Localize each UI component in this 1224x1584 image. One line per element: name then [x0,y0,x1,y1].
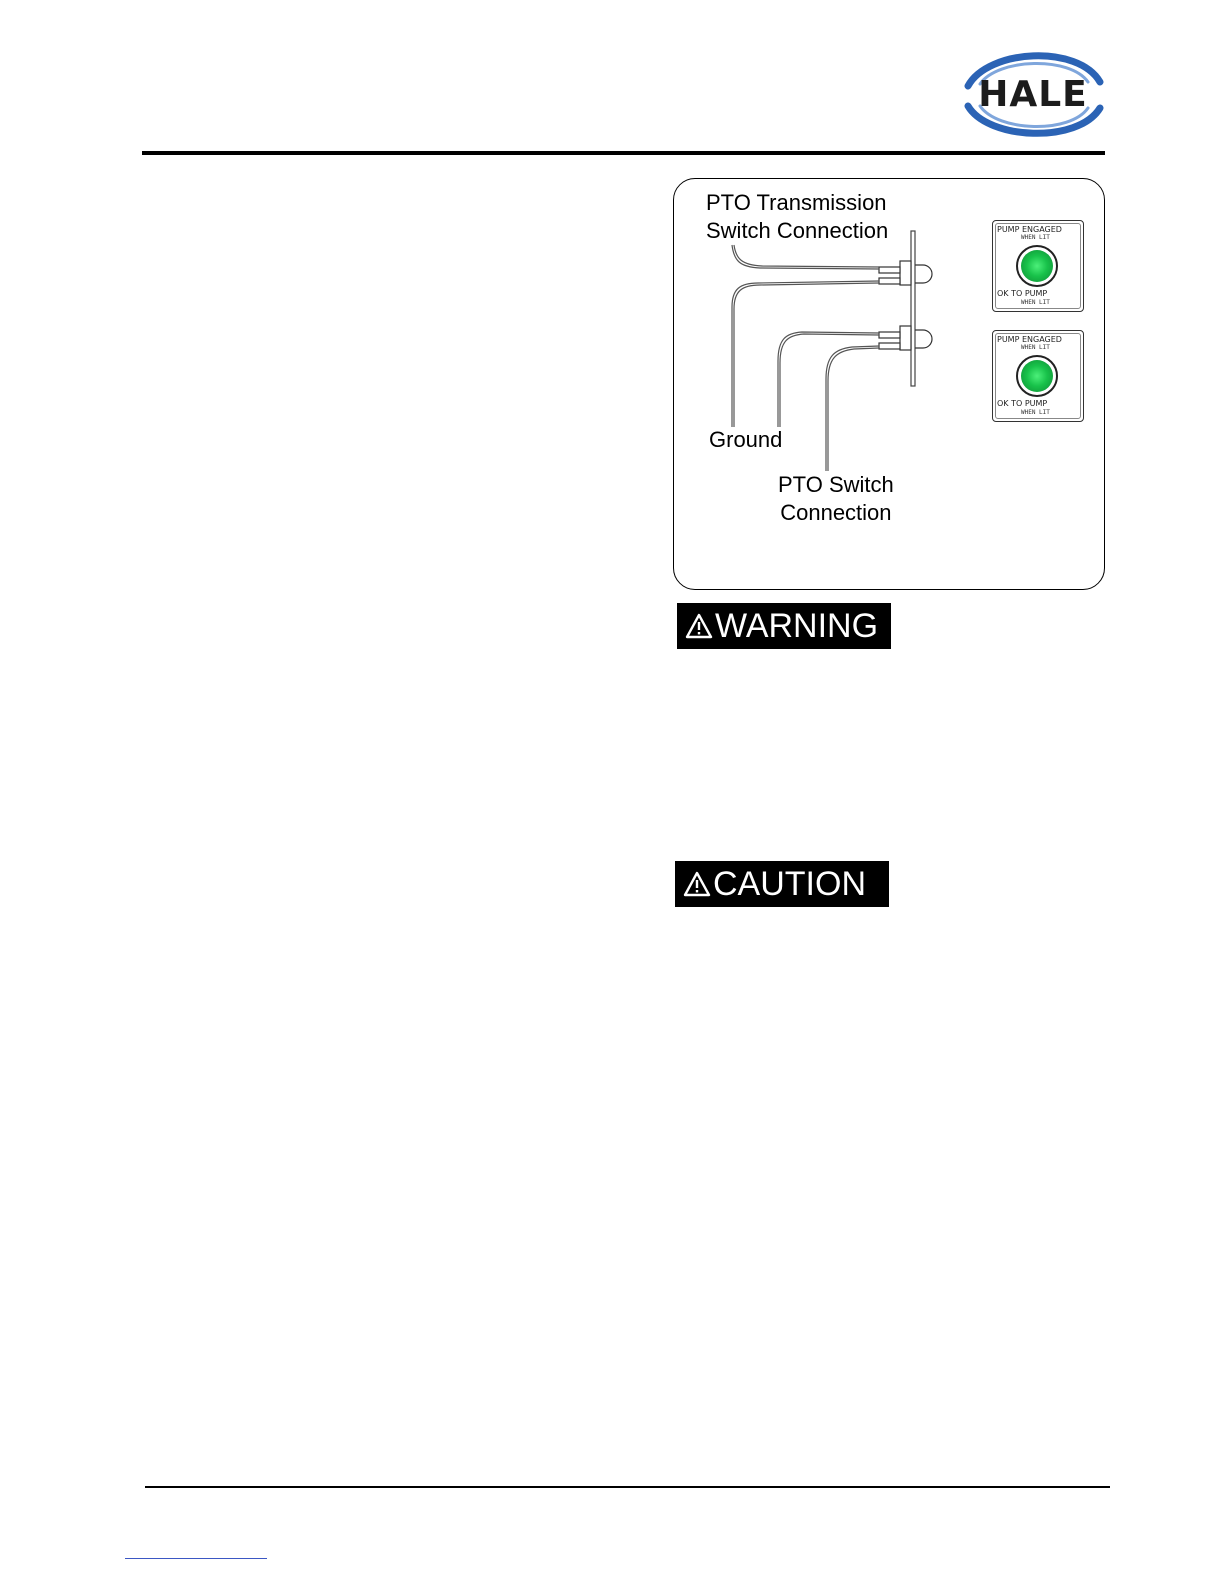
panel-bottom-text: OK TO PUMP [997,289,1048,298]
hale-logo [958,44,1108,144]
label-pto-switch: PTO Switch [778,472,894,497]
warning-label: WARNING [715,607,879,645]
footer-rule [145,1486,1110,1488]
footer-link-underline[interactable] [125,1558,267,1559]
panel-top-text: PUMP ENGAGED [997,225,1062,234]
warning-badge [677,603,891,649]
panel-bottom-subtext: WHEN LIT [1021,409,1050,416]
label-connection: Connection [780,500,892,525]
indicator-panel [992,220,1084,312]
panel-top-subtext: WHEN LIT [1021,344,1050,351]
green-indicator-lamp [1016,355,1058,397]
green-indicator-lamp [1016,245,1058,287]
caution-triangle-icon [683,870,711,898]
header-rule [142,151,1105,155]
panel-bottom-text: OK TO PUMP [997,399,1048,408]
label-switch-connection: Switch Connection [706,218,889,243]
caution-label: CAUTION [713,865,866,903]
panel-bottom-subtext: WHEN LIT [1021,299,1050,306]
caution-badge [675,861,889,907]
indicator-panel [992,330,1084,422]
panel-top-subtext: WHEN LIT [1021,234,1050,241]
label-pto-switch-connection [778,471,894,527]
logo-text: HALE [978,74,1088,115]
label-ground: Ground [709,427,783,452]
label-pto-transmission: PTO Transmission [706,190,887,215]
warning-triangle-icon [685,612,713,640]
panel-top-text: PUMP ENGAGED [997,335,1062,344]
pto-wiring-figure [673,178,1105,590]
label-pto-transmission-switch [706,189,888,245]
